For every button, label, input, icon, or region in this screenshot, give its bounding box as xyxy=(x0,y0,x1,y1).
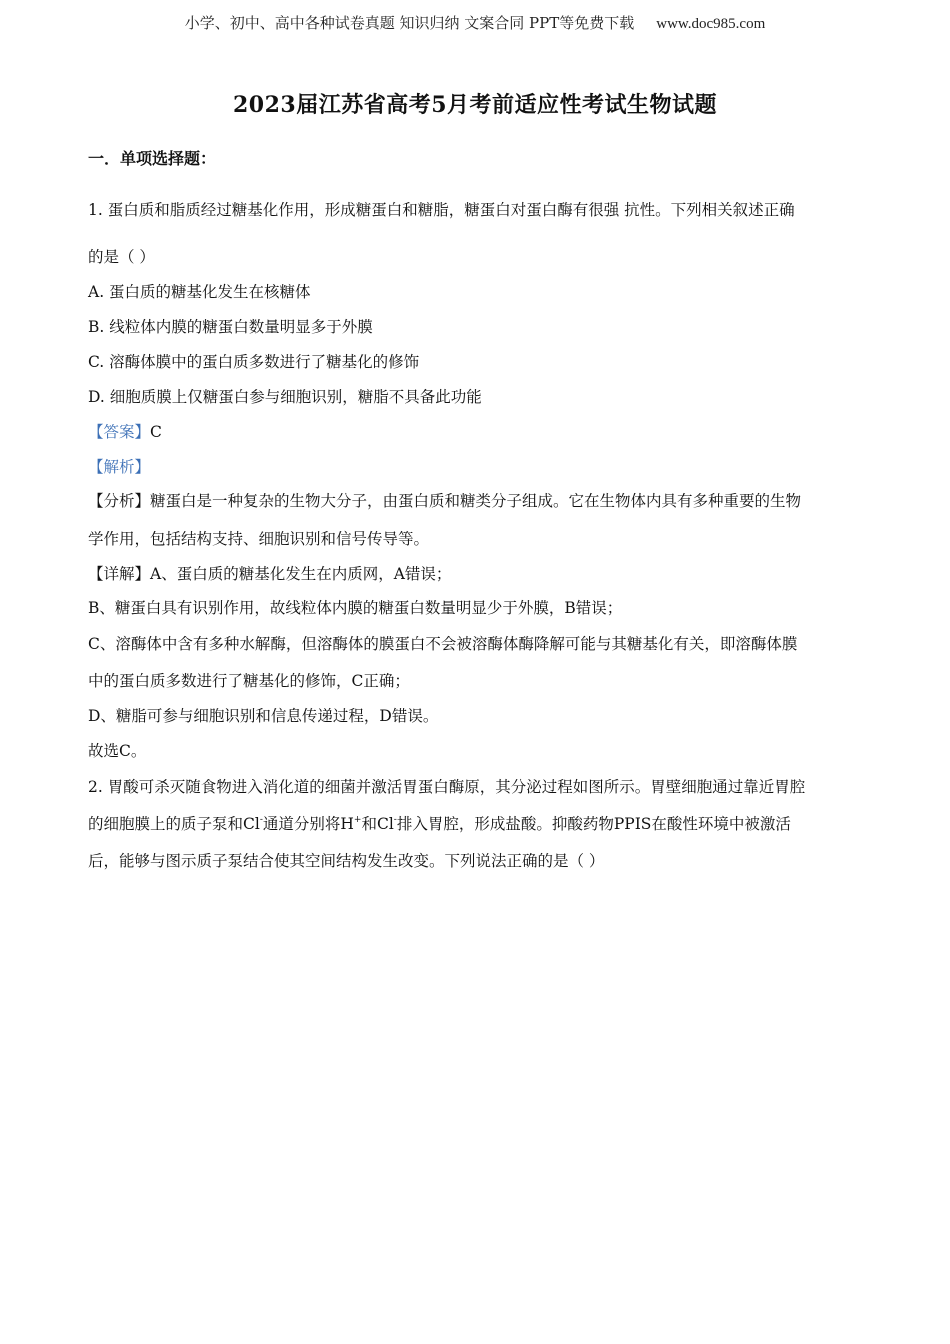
chloride-sup-1: - xyxy=(259,815,263,825)
chloride-sup-2: - xyxy=(393,815,397,825)
fenxi-label: 【分析】 xyxy=(88,492,151,510)
answer-label: 【答案】 xyxy=(88,423,151,441)
header-url[interactable]: www.doc985.com xyxy=(656,16,766,32)
conclusion: 故选C。 xyxy=(88,742,147,760)
proton-sup: + xyxy=(353,815,362,825)
detail-line-b: B、糖蛋白具有识别作用，故线粒体内膜的糖蛋白数量明显少于外膜，B错误； xyxy=(88,599,623,617)
q1-stem-line-2: 的是（ ） xyxy=(88,248,155,266)
q2-line-2-d: 排入胃腔，形成盐酸。抑酸药物PPIS在酸性环境中被激活 xyxy=(396,815,791,833)
q2-line-2-c: 和Cl xyxy=(361,815,394,833)
analysis-label: 【解析】 xyxy=(88,458,151,476)
q1-option-a: A. 蛋白质的糖基化发生在核糖体 xyxy=(88,283,311,301)
fenxi-line-2: 学作用，包括结构支持、细胞识别和信号传导等。 xyxy=(88,530,430,548)
q2-line-3: 后，能够与图示质子泵结合使其空间结构发生改变。下列说法正确的是（ ） xyxy=(88,852,605,870)
q1-answer xyxy=(88,420,162,442)
q2-line-2 xyxy=(88,812,791,834)
detail-line-d: D、糖脂可参与细胞识别和信息传递过程，D错误。 xyxy=(88,707,439,725)
fenxi-line-1 xyxy=(88,489,801,511)
fenxi-text-1: 糖蛋白是一种复杂的生物大分子，由蛋白质和糖类分子组成。它在生物体内具有多种重要的生物 xyxy=(150,492,802,510)
q2-line-1: 2. 胃酸可杀灭随食物进入消化道的细菌并激活胃蛋白酶原，其分泌过程如图所示。胃壁细胞通过靠近胃腔 xyxy=(88,778,806,796)
header-text: 小学、初中、高中各种试卷真题 知识归纳 文案合同 PPT等免费下载 xyxy=(184,14,635,32)
section-heading: 一．单项选择题： xyxy=(88,149,217,168)
q2-line-2-b: 通道分别将H xyxy=(262,815,354,833)
detail-line-a xyxy=(88,562,451,584)
q1-option-d: D. 细胞质膜上仅糖蛋白参与细胞识别，糖脂不具备此功能 xyxy=(88,388,482,406)
detail-label: 【详解】 xyxy=(88,565,151,583)
detail-line-c2: 中的蛋白质多数进行了糖基化的修饰，C正确； xyxy=(88,672,410,690)
page-header xyxy=(0,12,950,33)
page-title: 2023届江苏省高考5月考前适应性考试生物试题 xyxy=(232,92,718,118)
answer-value: C xyxy=(150,423,162,441)
detail-a-text: A、蛋白质的糖基化发生在内质网，A错误； xyxy=(150,565,452,583)
q2-line-2-a: 的细胞膜上的质子泵和Cl xyxy=(88,815,260,833)
q1-option-c: C. 溶酶体膜中的蛋白质多数进行了糖基化的修饰 xyxy=(88,353,420,371)
detail-line-c1: C、溶酶体中含有多种水解酶，但溶酶体的膜蛋白不会被溶酶体酶降解可能与其糖基化有关，即溶酶体膜 xyxy=(88,635,798,653)
q1-stem-line-1: 1. 蛋白质和脂质经过糖基化作用，形成糖蛋白和糖脂，糖蛋白对蛋白酶有很强 抗性。下列相关叙述正确 xyxy=(88,201,795,219)
q1-option-b: B. 线粒体内膜的糖蛋白数量明显多于外膜 xyxy=(88,318,373,336)
